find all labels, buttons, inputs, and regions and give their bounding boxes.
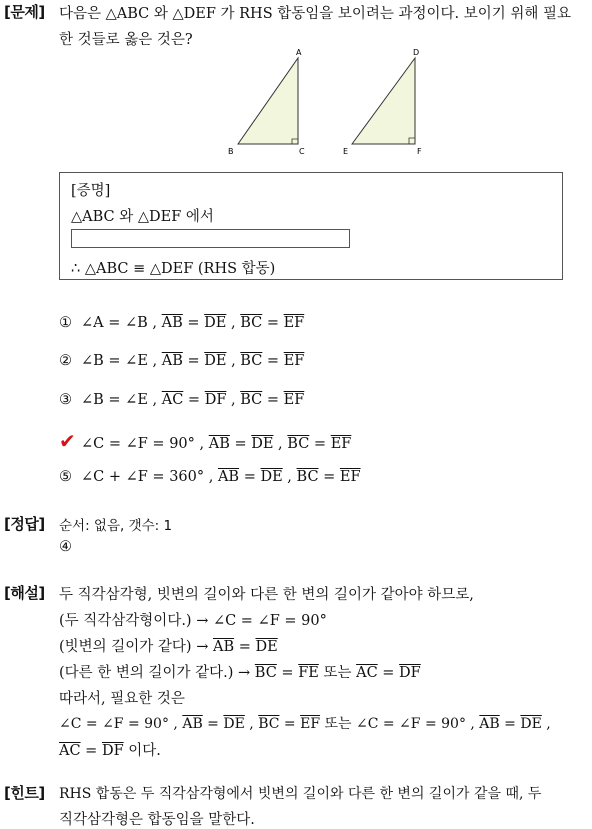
option-text: , (273, 436, 288, 452)
option-text: ∠C = ∠F = 90° , (81, 436, 209, 452)
option-text: = (182, 353, 205, 369)
explanation-line1: 두 직각삼각형, 빗변의 길이와 다른 한 변의 길이가 같아야 하므로, (59, 587, 474, 603)
answer-tag: [정답] (4, 515, 45, 533)
option-1[interactable] (59, 315, 304, 331)
label-c: C (299, 147, 305, 156)
option-text: = (262, 315, 284, 331)
segment: $\overline{AB}$ (208, 436, 230, 452)
triangle-def (352, 58, 415, 144)
option-text: = (318, 469, 340, 485)
option-5[interactable] (59, 469, 361, 485)
segment: $\overline{AC}$ (161, 392, 184, 408)
triangle-abc (238, 58, 298, 144)
segment: $\overline{DE}$ (204, 315, 227, 331)
segment: $\overline{DE}$ (204, 353, 227, 369)
option-2[interactable] (59, 353, 304, 369)
explanation-tag: [해설] (4, 584, 45, 602)
segment: $\overline{BC}$ (240, 392, 263, 408)
segment: $\overline{EF}$ (283, 392, 305, 408)
option-text: ∠B = ∠E , (81, 353, 162, 369)
proof-line3: ∴ △ABC ≡ △DEF (RHS 합동) (71, 261, 276, 277)
label-e: E (343, 147, 349, 156)
option-text: = (239, 469, 261, 485)
option-4[interactable] (59, 429, 351, 453)
segment: $\overline{AB}$ (161, 315, 183, 331)
triangle-figure (220, 44, 440, 156)
proof-line1: △ABC 와 △DEF 에서 (71, 209, 214, 225)
option-text: ∠B = ∠E , (81, 392, 162, 408)
hint-tag: [힌트] (4, 784, 45, 802)
option-text: , (226, 353, 241, 369)
proof-blank (71, 229, 350, 248)
segment: $\overline{BC}$ (296, 469, 319, 485)
option-3[interactable] (59, 392, 304, 408)
option-text: ∠C + ∠F = 360° , (81, 469, 218, 485)
problem-tag: [문제] (4, 3, 45, 21)
segment: $\overline{AB}$ (217, 469, 240, 485)
explanation-line4: (다른 한 변의 길이가 같다.) → $\overline{BC} = \overline{FE}$ 또는 $\overline{AC} = \overline{DF}$ (59, 665, 421, 681)
segment: $\overline{DF}$ (204, 392, 227, 408)
label-a: A (296, 48, 302, 57)
option-number: ① (59, 315, 72, 331)
option-number: ② (59, 353, 72, 369)
option-text: = (229, 436, 252, 452)
explanation-line6: ∠C = ∠F = 90° , $\overline{AB} = \overline{DE}$ , $\overline{BC} = \overline{EF}$ 또는 ∠C = ∠F = 90° , $\overline{AB} = \overline{DE}$ , (59, 716, 551, 732)
option-number: ⑤ (59, 469, 72, 485)
segment: $\overline{AB}$ (161, 353, 183, 369)
segment: $\overline{EF}$ (330, 436, 352, 452)
hint-line1: RHS 합동은 두 직각삼각형에서 빗변의 길이와 다른 한 변의 길이가 같을 때, 두 (59, 786, 542, 802)
label-d: D (413, 48, 420, 57)
explanation-line7: $\overline{AC} = \overline{DF}$ 이다. (59, 743, 161, 759)
checkmark-icon: ✔ (59, 429, 76, 453)
problem-text-line1: 다음은 △ABC 와 △DEF 가 RHS 합동임을 보이려는 과정이다. 보이기 위해 필요 (59, 6, 572, 22)
option-text: ∠A = ∠B , (81, 315, 162, 331)
answer-line1: 순서: 없음, 갯수: 1 (59, 518, 173, 534)
option-text: = (262, 392, 284, 408)
hint-line2: 직각삼각형은 합동임을 말한다. (59, 812, 255, 828)
answer-line2: ④ (59, 539, 72, 555)
segment: $\overline{DE}$ (251, 436, 274, 452)
option-text: , (226, 392, 241, 408)
segment: $\overline{DE}$ (260, 469, 283, 485)
segment: $\overline{BC}$ (287, 436, 310, 452)
option-text: = (182, 315, 205, 331)
segment: $\overline{EF}$ (339, 469, 361, 485)
explanation-line3: (빗변의 길이가 같다) → $\overline{AB} = \overline{DE}$ (59, 639, 278, 655)
option-number: ③ (59, 392, 72, 408)
option-text: = (262, 353, 284, 369)
segment: $\overline{EF}$ (283, 353, 305, 369)
segment: $\overline{BC}$ (240, 353, 263, 369)
problem-text-line2: 한 것들로 옳은 것은? (59, 32, 193, 48)
segment: $\overline{EF}$ (283, 315, 305, 331)
label-f: F (417, 147, 422, 156)
option-text: = (309, 436, 331, 452)
explanation-line5: 따라서, 필요한 것은 (59, 691, 185, 707)
option-text: = (183, 392, 205, 408)
option-text: , (282, 469, 297, 485)
label-b: B (228, 147, 234, 156)
segment: $\overline{BC}$ (240, 315, 263, 331)
proof-title: [증명] (71, 183, 111, 199)
option-text: , (226, 315, 241, 331)
explanation-line2: (두 직각삼각형이다.) → ∠C = ∠F = 90° (59, 613, 327, 629)
